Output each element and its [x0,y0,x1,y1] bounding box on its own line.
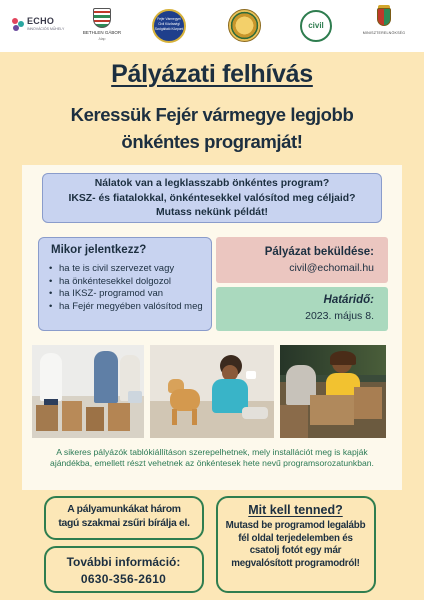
info-text: A sikeres pályázók tablókiállításon szerepelhetnek, mely installációt meg is kapják ajándékba, emellett részt vehetnek az önkéntesek hete nevű programsorozatunkban. [50,447,374,469]
civil-logo: civil [300,10,332,42]
submission-label: Pályázat beküldése: [264,246,374,258]
list-item: • ha önkéntesekkel dolgozol [49,276,205,289]
what-to-do-text: Mutasd be programod legalább fél oldal terjedelemben és csatolj fotót egy már megvalósított programodról! [225,520,366,569]
subtitle-line-2: önkéntes programját! [121,131,303,152]
when-to-apply-list [49,263,205,313]
logo-strip [0,0,424,52]
footer-section [0,490,424,600]
deadline-box [216,287,388,331]
list-item: • ha Fejér megyében valósítod meg [49,301,205,314]
ministry-logo-name: MINISZTERELNÖKSÉG [362,31,406,35]
page-subtitle [20,101,404,155]
crest-icon [377,8,391,26]
echo-logo-name: ECHO [27,16,55,26]
photo-volunteers-boxes [280,345,386,438]
contact-label: További információ: [66,555,181,569]
question-line-2: IKSZ- és fiatalokkal, önkéntesekkel valósítod meg céljaid? [68,192,356,204]
list-item: • ha IKSZ- programod van [49,288,205,301]
question-line-1: Nálatok van a legklasszabb önkéntes program? [94,178,330,189]
echo-logo [12,14,65,38]
when-to-apply-box [38,237,212,331]
main-section [0,165,424,490]
what-to-do-title: Mit kell tenned? [248,503,343,517]
county-seal-icon [228,9,261,42]
left-band [0,165,22,490]
question-line-3: Mutass nekünk példát! [155,207,268,218]
shield-icon [93,8,111,28]
contact-box [44,546,204,593]
ministry-logo [356,8,412,46]
jury-line-1: A pályamunkákat három [67,504,181,515]
what-to-do-box [216,496,376,593]
bethlen-logo-sub: Alap [98,37,106,41]
page-title: Pályázati felhívás [111,60,313,88]
jury-box [44,496,204,540]
deadline-label: Határidő: [323,294,374,306]
header [0,52,424,165]
echo-logo-sub: INNOVÁCIÓS MŰHELY [27,27,65,31]
photo-donation-bags [32,345,144,438]
question-box [42,173,382,223]
jury-line-2: tagú szakmai zsűri bírálja el. [58,518,190,529]
right-band [402,165,424,490]
when-to-apply-title: Mikor jelentkezz? [51,244,147,256]
submission-box [216,237,388,283]
subtitle-line-1: Keressük Fejér vármegye legjobb [70,104,354,125]
submission-email[interactable]: civil@echomail.hu [289,262,374,274]
bethlen-gabor-logo [80,8,124,46]
deadline-date: 2023. május 8. [305,310,374,322]
bethlen-logo-title: BETHLEN GÁBOR [82,30,122,35]
list-item: • ha te is civil szervezet vagy [49,263,205,276]
civil-center-badge: Fejér Vármegyei Civil Közösségi Szolgáltató Központ [152,9,186,43]
photo-volunteer-dog [150,345,274,438]
contact-phone[interactable]: 0630-356-2610 [80,572,167,586]
echo-dots-icon [12,18,26,32]
